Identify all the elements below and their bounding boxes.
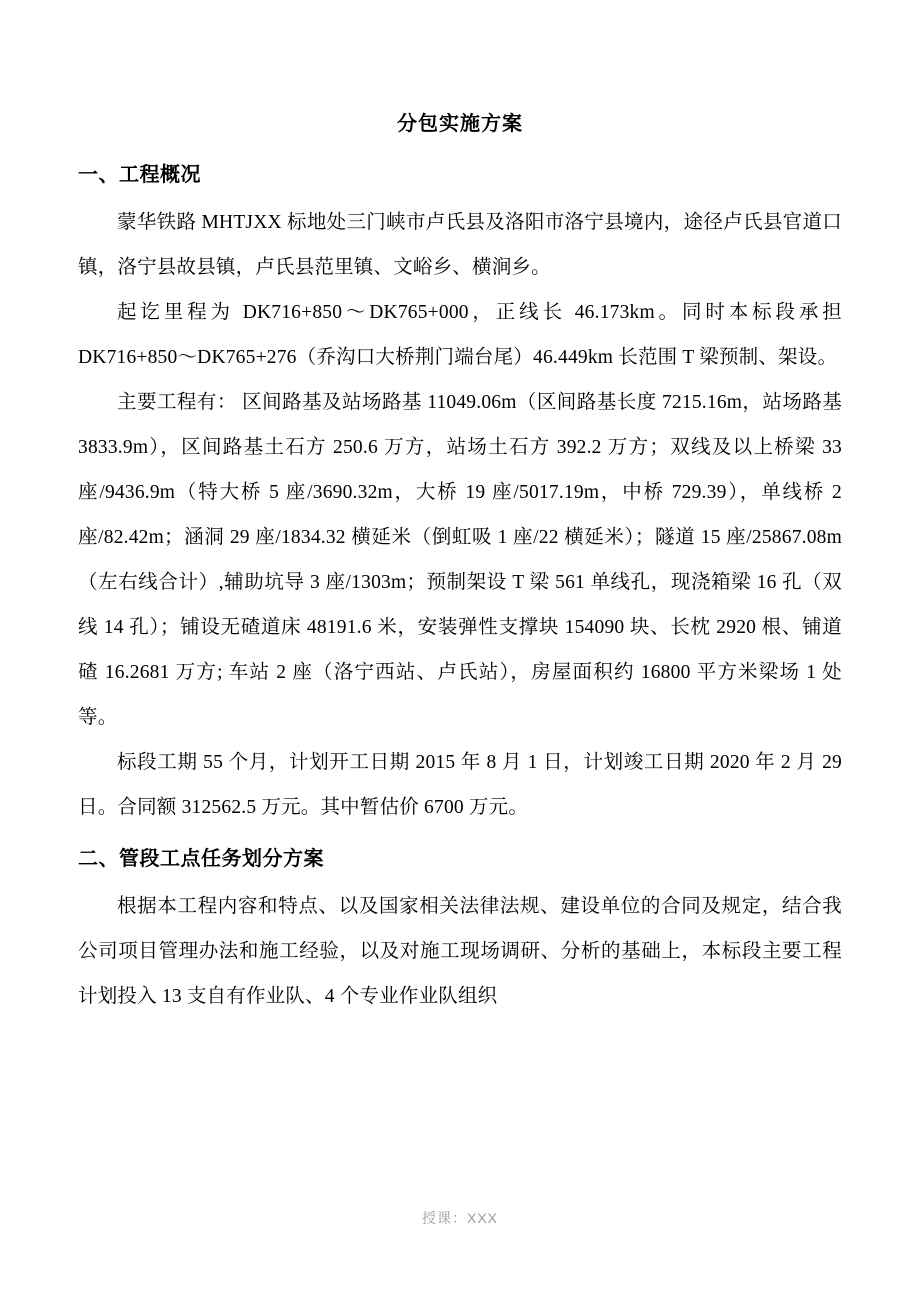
section-engineering-overview [78,160,842,830]
section-heading-1: 一、工程概况 [78,164,201,186]
paragraph-1-2: 起讫里程为 DK716+850～DK765+000，正线长 46.173km。同时本标段承担 DK716+850～DK765+276（乔沟口大桥荆门端台尾）46.449km 长范围 T 梁预制、架设。 [78,302,842,368]
page-footer: 授课：XXX [421,1210,498,1226]
section-heading-2: 二、管段工点任务划分方案 [78,848,324,870]
page-title: 分包实施方案 [397,113,523,135]
paragraph-2-1: 根据本工程内容和特点、以及国家相关法律法规、建设单位的合同及规定，结合我公司项目管理办法和施工经验，以及对施工现场调研、分析的基础上，本标段主要工程计划投入 13 支自有作业队、4 个专业作业队组织 [78,896,842,1007]
paragraph-1-3: 主要工程有： 区间路基及站场路基 11049.06m（区间路基长度 7215.16m，站场路基 3833.9m），区间路基土石方 250.6 万方，站场土石方 392.2 万方；双线及以上桥梁 33 座/9436.9m（特大桥 5 座/3690.32m，大桥 19 座/5017.19m，中桥 729.39），单线桥 2 座/82.42m；涵洞 29 座/1834.32 横延米（倒虹吸 1 座/22 横延米）；隧道 15 座/25867.08m（左右线合计）,辅助坑导 3 座/1303m；预制架设 T 梁 561 单线孔，现浇箱梁 16 孔（双线 14 孔）；铺设无碴道床 48191.6 米，安装弹性支撑块 154090 块、长枕 2920 根、铺道碴 16.2681 万方; 车站 2 座（洛宁西站、卢氏站），房屋面积约 16800 平方米梁场 1 处等。 [78,392,842,728]
paragraph-1-4: 标段工期 55 个月，计划开工日期 2015 年 8 月 1 日，计划竣工日期 2020 年 2 月 29 日。合同额 312562.5 万元。其中暂估价 6700 万元。 [78,752,842,818]
section-task-division [78,844,842,1019]
paragraph-1-1: 蒙华铁路 MHTJXX 标地处三门峡市卢氏县及洛阳市洛宁县境内，途径卢氏县官道口镇，洛宁县故县镇，卢氏县范里镇、文峪乡、横涧乡。 [78,212,842,278]
